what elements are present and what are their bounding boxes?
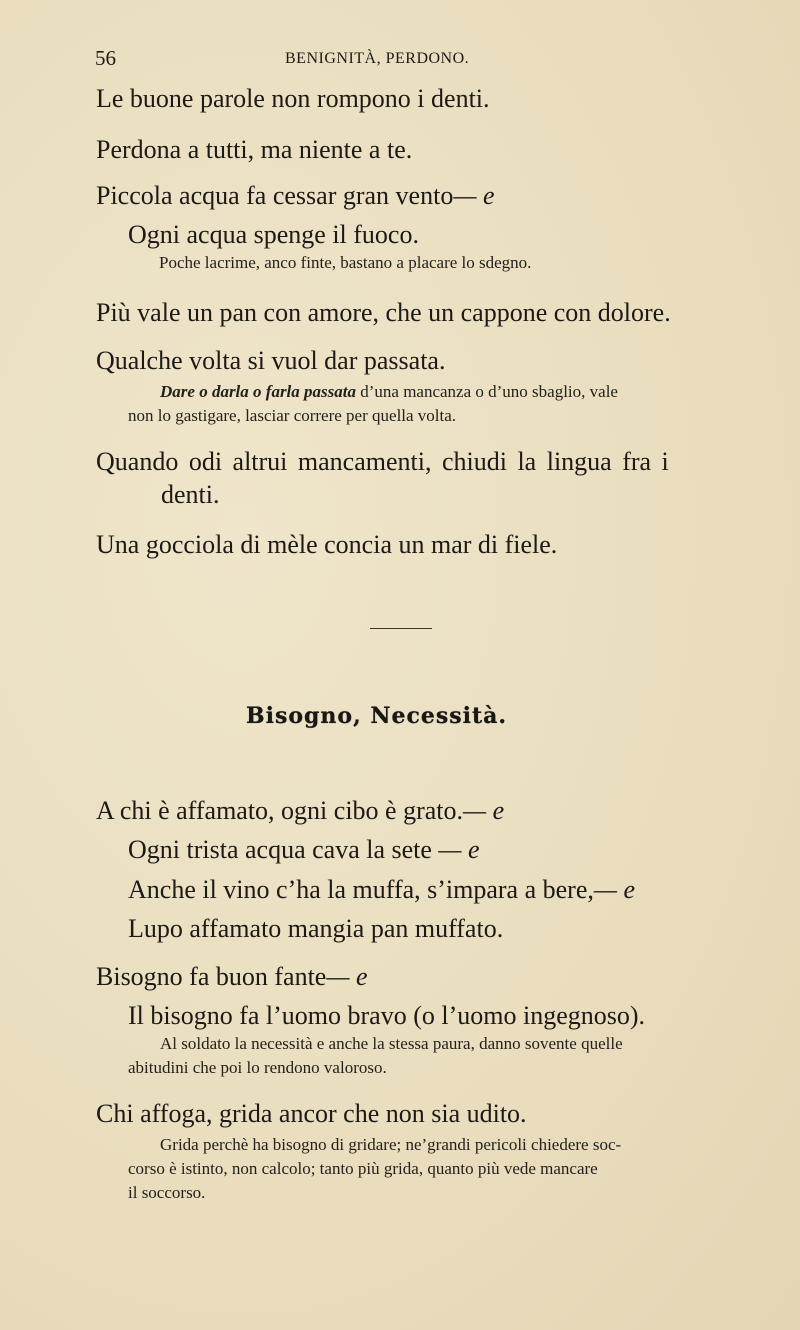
proverb-9-join: — e [431, 835, 480, 864]
page-header [95, 46, 715, 76]
proverb-12-line [96, 961, 368, 993]
proverb-12-join: — e [326, 962, 368, 991]
gloss-5-line-2: non lo gastigare, lasciar correre per quella volta. [128, 406, 457, 425]
proverb-12-text: Bisogno fa buon fante [96, 962, 327, 991]
proverb-1: Le buone parole non rompono i denti. [96, 84, 490, 113]
gloss-14-line-3: il soccorso. [128, 1183, 206, 1202]
proverb-9-text: Ogni trista acqua cava la sete [128, 835, 432, 864]
gloss-3: Poche lacrime, anco finte, bastano a placare lo sdegno. [159, 253, 532, 272]
proverb-6-line-1: Quando odi altrui mancamenti, chiudi la lingua fra i [96, 447, 669, 476]
proverb-13: Il bisogno fa l’uomo bravo (o l’uomo ingegnoso). [128, 1001, 646, 1030]
proverb-14: Chi affoga, grida ancor che non sia udito. [96, 1099, 527, 1128]
gloss-5-line-1 [160, 380, 618, 404]
proverb-5: Qualche volta si vuol dar passata. [96, 346, 446, 375]
gloss-14-line-2: corso è istinto, non calcolo; tanto più grida, quanto più vede mancare [128, 1159, 598, 1178]
proverb-10-join: — e [593, 875, 636, 904]
proverb-7: Una gocciola di mèle concia un mar di fiele. [96, 530, 558, 559]
proverb-3-line-1 [96, 180, 495, 212]
proverb-4: Più vale un pan con amore, che un cappone con dolore. [96, 298, 671, 327]
proverb-2: Perdona a tutti, ma niente a te. [96, 135, 413, 164]
page-number: 56 [95, 46, 116, 70]
proverb-10-line [128, 874, 635, 906]
proverb-9-line [128, 834, 480, 866]
section-title: Bisogno, Necessità. [246, 703, 508, 729]
gloss-13-line-1: Al soldato la necessità e anche la stessa paura, danno sovente quelle [160, 1034, 623, 1053]
proverb-3-join: — e [453, 181, 495, 210]
running-title: BENIGNITÀ, PERDONO. [285, 50, 470, 67]
gloss-5-rest: d’una mancanza o d’uno sbaglio, vale [355, 382, 618, 401]
proverb-6-line-2: denti. [161, 480, 220, 509]
proverb-3-line-2: Ogni acqua spenge il fuoco. [128, 220, 419, 249]
gloss-13-line-2: abitudini che poi lo rendono valoroso. [128, 1058, 387, 1077]
gloss-14-line-1: Grida perchè ha bisogno di gridare; ne’grandi pericoli chiedere soc- [160, 1135, 622, 1154]
proverb-8-text: A chi è affamato, ogni cibo è grato. [96, 796, 464, 825]
proverb-11: Lupo affamato mangia pan muffato. [128, 914, 504, 943]
proverb-8-line [96, 795, 504, 827]
section-divider [370, 628, 432, 629]
gloss-5-phrase: Dare o darla o farla passata [160, 382, 356, 401]
proverb-3-text: Piccola acqua fa cessar gran vento [96, 181, 454, 210]
proverb-10-text: Anche il vino c’ha la muffa, s’impara a bere, [128, 875, 594, 904]
proverb-8-join: — e [463, 796, 505, 825]
